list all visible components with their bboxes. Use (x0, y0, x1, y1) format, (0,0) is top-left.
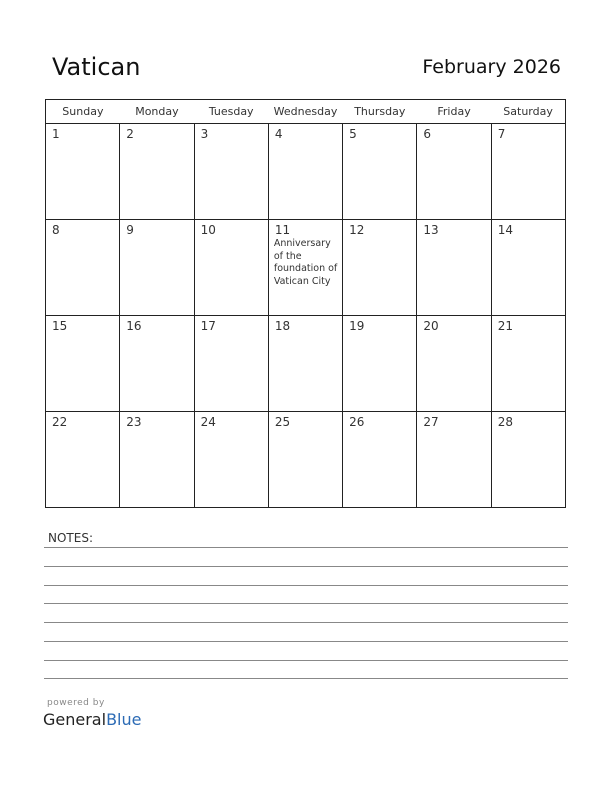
holiday-label: Anniversary of the foundation of Vatican City (273, 238, 338, 287)
day-number: 20 (423, 319, 439, 333)
weekday-header: Thursday (343, 100, 417, 124)
day-cell (120, 124, 194, 220)
day-cell (46, 124, 120, 220)
weekday-header: Tuesday (194, 100, 268, 124)
day-cell (46, 412, 120, 508)
notes-line (44, 603, 568, 604)
logo-text-general: General (43, 710, 107, 729)
day-number: 23 (126, 415, 142, 429)
weekday-header: Wednesday (268, 100, 342, 124)
day-cell (491, 220, 565, 316)
day-cell (194, 316, 268, 412)
week-row (46, 220, 566, 316)
day-cell (417, 124, 491, 220)
day-cell (343, 124, 417, 220)
weekday-header: Sunday (46, 100, 120, 124)
day-cell (194, 220, 268, 316)
day-cell (194, 412, 268, 508)
day-number: 16 (126, 319, 142, 333)
notes-line (44, 641, 568, 642)
day-number: 25 (274, 415, 291, 429)
day-cell (194, 124, 268, 220)
day-cell (491, 316, 565, 412)
day-number: 22 (52, 415, 68, 429)
day-cell (343, 316, 417, 412)
day-number: 9 (126, 223, 134, 237)
day-number: 26 (349, 415, 365, 429)
week-row (46, 316, 566, 412)
day-number: 18 (274, 319, 291, 333)
day-number: 19 (349, 319, 365, 333)
day-number: 11 (274, 223, 291, 237)
calendar-country-title: Vatican (52, 53, 141, 81)
day-cell (268, 412, 342, 508)
day-number: 10 (200, 223, 216, 237)
day-cell (417, 316, 491, 412)
day-number: 14 (497, 223, 513, 237)
weekday-header: Saturday (491, 100, 565, 124)
day-cell (268, 124, 342, 220)
day-cell (120, 412, 194, 508)
day-cell (417, 220, 491, 316)
day-cell (120, 220, 194, 316)
day-cell (268, 316, 342, 412)
day-number: 27 (423, 415, 439, 429)
day-number: 1 (52, 127, 60, 141)
day-number: 12 (349, 223, 365, 237)
day-number: 3 (200, 127, 209, 141)
day-number: 13 (423, 223, 439, 237)
day-cell (343, 412, 417, 508)
week-row (46, 124, 566, 220)
generalblue-logo[interactable] (43, 710, 141, 729)
day-cell (491, 412, 565, 508)
day-number: 4 (274, 127, 283, 141)
week-row (46, 412, 566, 508)
day-number: 6 (423, 127, 432, 141)
day-number: 8 (52, 223, 60, 237)
day-cell (120, 316, 194, 412)
day-number: 21 (497, 319, 513, 333)
logo-text-blue: Blue (106, 710, 142, 729)
calendar-month-title: February 2026 (422, 56, 561, 78)
notes-line (44, 660, 568, 661)
notes-line (44, 566, 568, 567)
notes-line (44, 547, 568, 548)
day-cell (46, 316, 120, 412)
day-cell (491, 124, 565, 220)
notes-line (44, 678, 568, 679)
notes-label: NOTES: (48, 531, 93, 545)
day-number: 17 (200, 319, 216, 333)
day-number: 7 (497, 127, 506, 141)
weekday-header: Monday (120, 100, 194, 124)
calendar-grid (45, 99, 566, 508)
powered-by-text: powered by (47, 698, 105, 708)
notes-line (44, 622, 568, 623)
day-cell (46, 220, 120, 316)
day-number: 28 (497, 415, 513, 429)
day-number: 5 (349, 127, 357, 141)
day-cell (343, 220, 417, 316)
notes-line (44, 585, 568, 586)
weekday-header: Friday (417, 100, 491, 124)
day-cell (268, 220, 342, 316)
day-number: 2 (126, 127, 134, 141)
day-number: 15 (52, 319, 68, 333)
day-number: 24 (200, 415, 216, 429)
day-cell (417, 412, 491, 508)
weekday-header-row (46, 100, 566, 124)
